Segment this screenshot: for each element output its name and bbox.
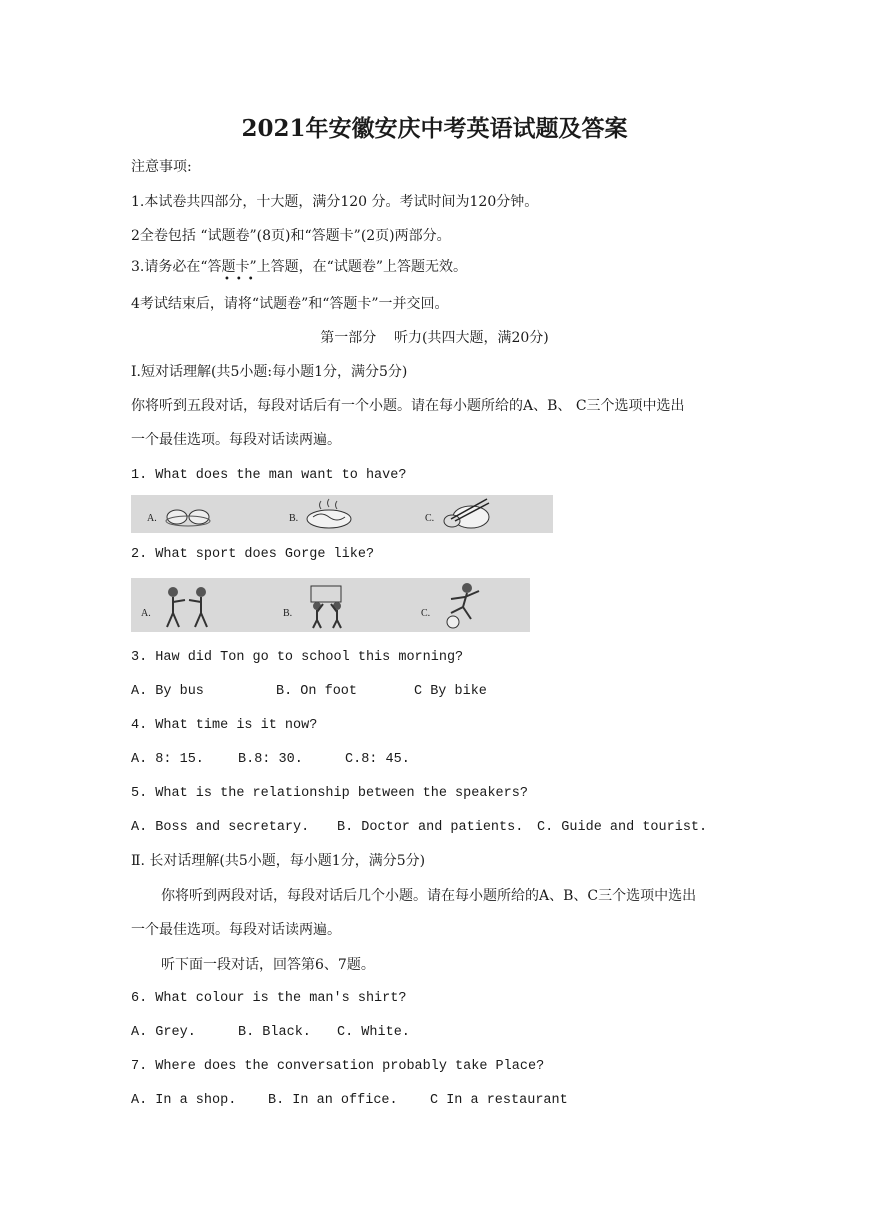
- note-item-1: 1.本试卷共四部分，十大题，满分120 分。考试时间为120分钟。: [131, 194, 539, 210]
- noodles-bowl-icon: [303, 497, 355, 531]
- section2-instructions-line1: 你将听到两段对话，每段对话后几个小题。请在每小题所给的A、B、C三个选项中选出: [161, 888, 697, 904]
- section2-subheading: 听下面一段对话，回答第6、7题。: [161, 957, 375, 973]
- question-2: 2. What sport does Gorge like?: [131, 547, 375, 562]
- dumplings-chopsticks-icon: [441, 497, 493, 531]
- q2-option-c-label: C.: [421, 608, 431, 619]
- question-7: 7. Where does the conversation probably take Place?: [131, 1059, 545, 1074]
- question-1-picture: [131, 495, 553, 533]
- q7-option-c: C In a restaurant: [430, 1093, 568, 1108]
- q4-option-c: C.8: 45.: [345, 752, 410, 767]
- q6-option-a: A. Grey.: [131, 1025, 196, 1040]
- q4-option-a: A. 8: 15.: [131, 752, 204, 767]
- question-2-picture: [131, 578, 530, 632]
- section1-heading: Ⅰ.短对话理解(共5小题:每小题1分，满分5分): [131, 364, 408, 380]
- q3-option-b: B. On foot: [276, 684, 358, 699]
- q1-option-c-label: C.: [425, 513, 435, 524]
- football-icon: [433, 580, 497, 630]
- section1-instructions-line2: 一个最佳选项。每段对话读两遍。: [131, 432, 341, 448]
- note-item-4: 4考试结束后，请将“试题卷”和“答题卡”一并交回。: [131, 296, 449, 312]
- question-5: 5. What is the relationship between the speakers?: [131, 786, 528, 801]
- basketball-icon: [295, 582, 357, 630]
- question-6: 6. What colour is the man's shirt?: [131, 991, 407, 1006]
- q4-option-b: B.8: 30.: [238, 752, 303, 767]
- q3-option-a: A. By bus: [131, 684, 204, 699]
- q1-option-b-label: B.: [289, 513, 299, 524]
- section1-instructions-line1: 你将听到五段对话，每段对话后有一个小题。请在每小题所给的A、B、 C三个选项中选出: [131, 398, 685, 414]
- section2-heading: Ⅱ. 长对话理解(共5小题，每小题1分，满分5分): [131, 853, 426, 869]
- q6-option-b: B. Black.: [238, 1025, 311, 1040]
- cakes-icon: [165, 499, 215, 529]
- question-3: 3. Haw did Ton go to school this morning?: [131, 650, 464, 665]
- q5-option-b: B. Doctor and patients.: [337, 820, 524, 835]
- question-1: 1. What does the man want to have?: [131, 468, 407, 483]
- q7-option-b: B. In an office.: [268, 1093, 398, 1108]
- q2-option-b-label: B.: [283, 608, 293, 619]
- page-title: 2021年安徽安庆中考英语试题及答案: [241, 115, 628, 142]
- q2-option-a-label: A.: [141, 608, 151, 619]
- q6-option-c: C. White.: [337, 1025, 410, 1040]
- q5-option-c: C. Guide and tourist.: [537, 820, 708, 835]
- notes-heading: 注意事项:: [131, 159, 192, 175]
- q5-option-a: A. Boss and secretary.: [131, 820, 310, 835]
- section2-instructions-line2: 一个最佳选项。每段对话读两遍。: [131, 922, 341, 938]
- part1-heading: 第一部分 听力(共四大题，满20分): [320, 330, 549, 346]
- question-4: 4. What time is it now?: [131, 718, 318, 733]
- emphasis-dots: •••: [224, 274, 260, 285]
- boxing-icon: [155, 584, 219, 630]
- q1-option-a-label: A.: [147, 513, 157, 524]
- note-item-3: 3.请务必在“答题卡”上答题，在“试题卷”上答题无效。: [131, 259, 467, 275]
- q7-option-a: A. In a shop.: [131, 1093, 237, 1108]
- q3-option-c: C By bike: [414, 684, 487, 699]
- note-item-2: 2全卷包括 “试题卷”(8页)和“答题卡”(2页)两部分。: [131, 228, 451, 244]
